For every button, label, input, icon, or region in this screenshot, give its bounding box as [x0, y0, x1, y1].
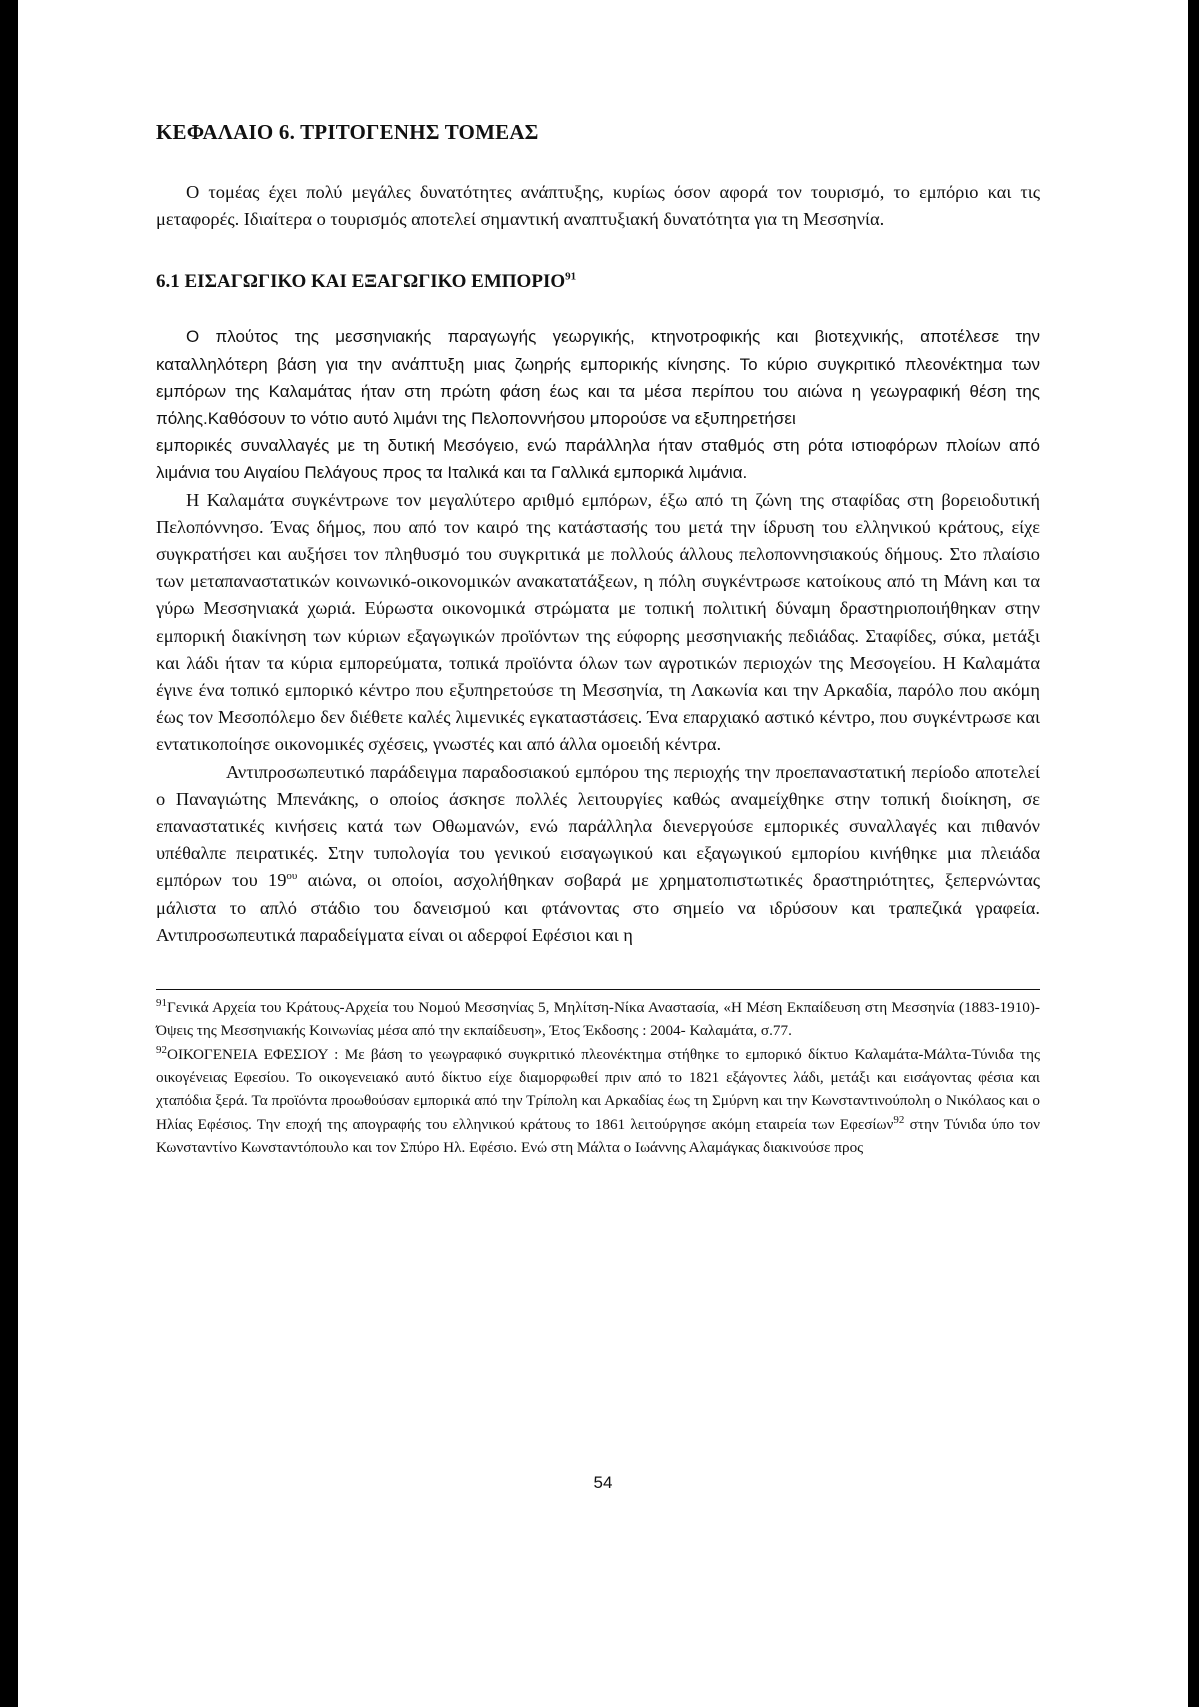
paragraph-3-part-1: Αντιπροσωπευτικό παράδειγμα παραδοσιακού εμπόρου της περιοχής την προεπαναστατική περίοδο αποτελεί ο Παναγιώτης Μπενάκης, ο οποίος άσκησε πολλές λειτουργίες καθώς αναμείχθηκε στην τοπική διοίκηση, σε επαναστατικές κινήσεις κατά των Οθωμανών, ενώ παράλληλα διενεργούσε εμπορικές συναλλαγές και πιθανόν υπέθαλπε πειρατικές. Στην τυπολογία του γενικού εισαγωγικού και εξαγωγικού εμπορίου κινήθηκε μια πλειάδα εμπόρων του 19 — [156, 761, 1040, 891]
paragraph-1: Ο πλούτος της μεσσηνιακής παραγωγής γεωργικής, κτηνοτροφικής και βιοτεχνικής, αποτέλεσε την καταλληλότερη βάση για την ανάπτυξη μιας ζωηρής εμπορικής κίνησης. Το κύριο συγκριτικό πλεονέκτημα των εμπόρων της Καλαμάτας ήταν στη πρώτη φάση έως και τα μέσα περίπου του αιώνα η γεωγραφική θέση της πόλης.Καθόσουν το νότιο αυτό λιμάνι της Πελοποννήσου μπορούσε να εξυπηρετήσει — [156, 327, 1040, 429]
footnote-92 — [156, 1043, 1040, 1159]
intro-paragraph: Ο τομέας έχει πολύ μεγάλες δυνατότητες ανάπτυξης, κυρίως όσον αφορά τον τουρισμό, το εμπόριο και τις μεταφορές. Ιδιαίτερα ο τουρισμός αποτελεί σημαντική αναπτυξιακή δυνατότητα για τη Μεσσηνία. — [156, 182, 1040, 230]
section-title — [156, 271, 1040, 293]
paragraph-3-part-2: αιώνα, οι οποίοι, ασχολήθηκαν σοβαρά με χρηματοπιστωτικές δραστηριότητες, ξεπερνώντας μάλιστα το απλό στάδιο του δανεισμού και φτάνοντας στο σημείο να ιδρύσουν και τραπεζικά γραφεία. Αντιπροσωπευτικά παραδείγματα είναι οι αδερφοί Εφέσιοι και η — [156, 870, 1041, 945]
paragraph-2: Η Καλαμάτα συγκέντρωνε τον μεγαλύτερο αριθμό εμπόρων, έξω από τη ζώνη της σταφίδας στη βορειοδυτική Πελοπόννησο. Ένας δήμος, που από τον καιρό της κατάστασής του μετά την ίδρυση του ελληνικού κράτους, είχε συγκρατήσει και αυξήσει τον πληθυσμό του συγκριτικά με πολλούς άλλους πελοποννησιακούς δήμους. Στο πλαίσιο των μεταπαναστατικών κοινωνικό-οικονομικών ανακατατάξεων, η πόλη συγκέντρωσε κατοίκους από τη Μάνη και τα γύρω Μεσσηνιακά χωριά. Εύρωστα οικονομικά στρώματα με τοπική πολιτική δύναμη δραστηριοποιήθηκαν στην εμπορική διακίνηση των κύριων εξαγωγικών προϊόντων της εύφορης μεσσηνιακής πεδιάδας. Σταφίδες, σύκα, μετάξι και λάδι ήταν τα κύρια εμπορεύματα, τοπικά προϊόντα όλων των αγροτικών περιοχών της Μεσογείου. Η Καλαμάτα έγινε ένα τοπικό εμπορικό κέντρο που εξυπηρετούσε τη Μεσσηνία, τη Λακωνία και την Αρκαδία, παρόλο που ακόμη έως τον Μεσοπόλεμο δεν διέθετε καλές λιμενικές εγκαταστάσεις. Ένα επαρχιακό αστικό κέντρο, που συγκέντρωσε και εντατικοποίησε οικονομικές σχέσεις, γνωστές και από άλλα ομοειδή κέντρα. — [156, 489, 1040, 755]
footnote-92-text-1: ΟΙΚΟΓΕΝΕΙΑ ΕΦΕΣΙΟΥ : Με βάση το γεωγραφικό συγκριτικό πλεονέκτημα στήθηκε το εμπορικό δίκτυο Καλαμάτα-Μάλτα-Τύνιδα της οικογένειας Εφεσίου. Το οικογενειακό αυτό δίκτυο είχε διαμορφωθεί πριν από το 1821 εξάγοντες λάδι, μετάξι και εισάγοντας φέσια και χταπόδια ξερά. Τα προϊόντα προωθούσαν εμπορικά από την Τρίπολη και Αρκαδίας έως τη Σμύρνη και την Κωνσταντινούπολη ο Νικόλαος και ο Ηλίας Εφέσιος. Την εποχή της απογραφής του ελληνικού κράτους το 1861 λειτούργησε ακόμη εταιρεία των Εφεσίων — [156, 1045, 1040, 1133]
chapter-title: ΚΕΦΑΛΑΙΟ 6. ΤΡΙΤΟΓΕΝΗΣ ΤΟΜΕΑΣ — [156, 120, 539, 144]
paragraph-3 — [156, 759, 1040, 949]
footnote-92-inline-mark: 92 — [893, 1113, 905, 1126]
section-title-text: 6.1 ΕΙΣΑΓΩΓΙΚΟ ΚΑΙ ΕΞΑΓΩΓΙΚΟ ΕΜΠΟΡΙΟ — [156, 271, 566, 293]
footnotes — [156, 996, 1040, 1159]
footnote-ref-91: 91 — [565, 271, 577, 284]
page-content — [156, 120, 1040, 1159]
paragraph-1-continued: εμπορικές συναλλαγές με τη δυτική Μεσόγειο, ενώ παράλληλα ήταν σταθμός στη ρότα ιστιοφόρων πλοίων από λιμάνια του Αιγαίου Πελάγους προς τα Ιταλικά και τα Γαλλικά εμπορικά λιμάνια. — [156, 436, 1040, 483]
footnote-separator — [156, 989, 1040, 990]
footnote-91 — [156, 996, 1040, 1043]
page-number: 54 — [593, 1473, 613, 1492]
footnote-91-mark: 91 — [156, 997, 167, 1010]
document-page — [18, 0, 1188, 1707]
footnote-92-text-2: στην Τύνιδα ύπο τον Κωνσταντίνο Κωνσταντόπουλο και τον Σπύρο Ηλ. Εφέσιο. Ενώ στη Μάλτα ο Ιωάννης Αλαμάγκας διακινούσε προς — [156, 1115, 1040, 1156]
footnote-92-mark: 92 — [156, 1043, 167, 1056]
footnote-91-text: Γενικά Αρχεία του Κράτους-Αρχεία του Νομού Μεσσηνίας 5, Μηλίτση-Νίκα Αναστασία, «Η Μέση Εκπαίδευση στη Μεσσηνία (1883-1910)- Όψεις της Μεσσηνιακής Κοινωνίας μέσα από την εκπαίδευση», Έτος Έκδοσης : 2004- Καλαμάτα, σ.77. — [156, 999, 1040, 1040]
superscript-ou: ου — [286, 870, 298, 883]
